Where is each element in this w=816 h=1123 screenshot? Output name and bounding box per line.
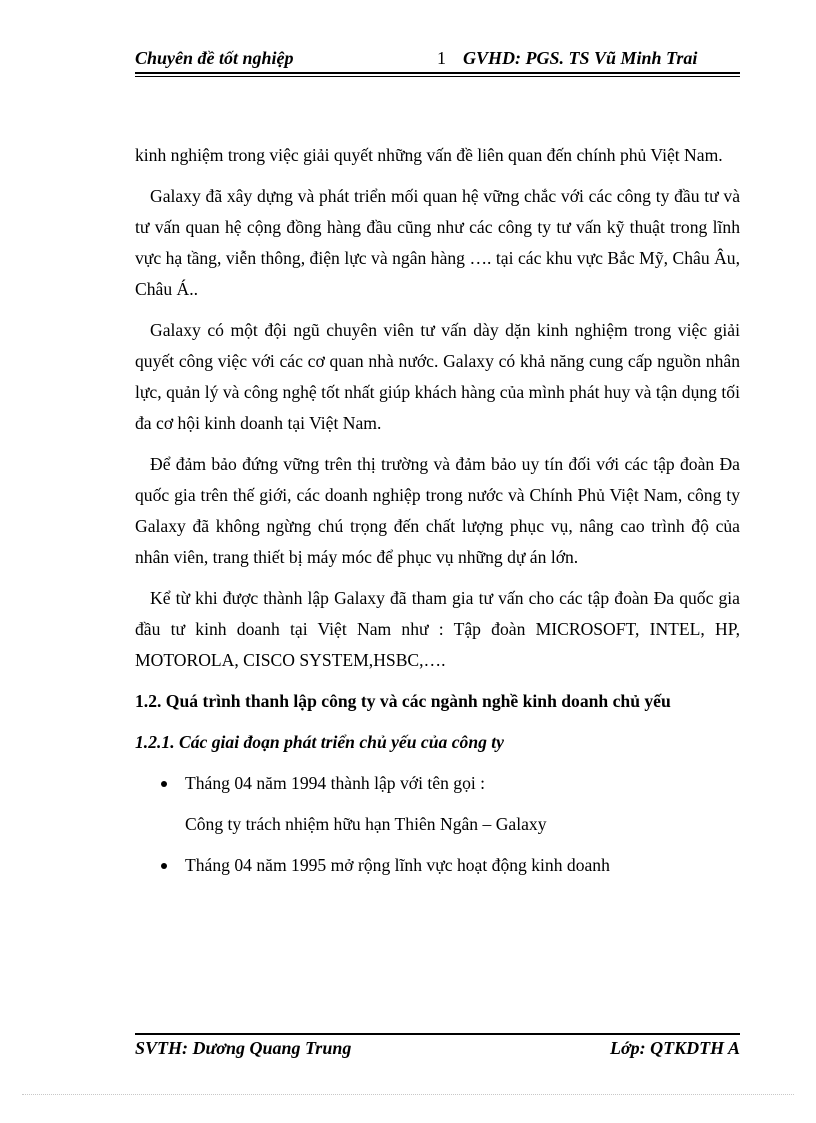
bullet-icon (161, 863, 167, 869)
page-bottom-divider (22, 1094, 794, 1095)
header-rule (135, 72, 740, 74)
subsection-heading: 1.2.1. Các giai đoạn phát triển chủ yếu của công ty (135, 732, 504, 752)
header-thesis-title: Chuyên đề tốt nghiệp (135, 48, 294, 68)
section-heading: 1.2. Quá trình thanh lập công ty và các ngành nghề kinh doanh chủ yếu (135, 691, 671, 711)
list-item-text: Tháng 04 năm 1994 thành lập với tên gọi : (185, 773, 486, 793)
footer-class: Lớp: QTKDTH A (610, 1038, 740, 1058)
paragraph: kinh nghiệm trong việc giải quyết những vấn đề liên quan đến chính phủ Việt Nam. (135, 145, 723, 165)
paragraph: Để đảm bảo đứng vững trên thị trường và đảm bảo uy tín đối với các tập đoàn Đa quốc gia trên thế giới, các doanh nghiệp trong nước và Chính Phủ Việt Nam, công ty Galaxy đã không ngừng chú trọng đến chất lượng phục vụ, nâng cao trình độ của nhân viên, trang thiết bị máy móc để phục vụ những dự án lớn. (135, 454, 740, 567)
document-body (135, 140, 740, 891)
page-footer (135, 1038, 740, 1062)
paragraph: Galaxy đã xây dựng và phát triển mối quan hệ vững chắc với các công ty đầu tư và tư vấn quan hệ cộng đồng hàng đầu cũng như các công ty tư vấn kỹ thuật trong lĩnh vực hạ tầng, viễn thông, điện lực và ngân hàng …. tại các khu vực Bắc Mỹ, Châu Âu, Châu Á.. (135, 186, 740, 299)
company-name-line: Công ty trách nhiệm hữu hạn Thiên Ngân – Galaxy (185, 814, 547, 834)
paragraph: Kể từ khi được thành lập Galaxy đã tham gia tư vấn cho các tập đoàn Đa quốc gia đầu tư kinh doanh tại Việt Nam như : Tập đoàn MICROSOFT, INTEL, HP, MOTOROLA, CISCO SYSTEM,HSBC,…. (135, 588, 740, 670)
list-item (135, 768, 740, 799)
bullet-icon (161, 781, 167, 787)
page-header (135, 48, 740, 74)
header-rule-secondary (135, 76, 740, 77)
paragraph: Galaxy có một đội ngũ chuyên viên tư vấn dày dặn kinh nghiệm trong việc giải quyết công việc với các cơ quan nhà nước. Galaxy có khả năng cung cấp nguồn nhân lực, quản lý và công nghệ tốt nhất giúp khách hàng của mình phát huy và tận dụng tối đa cơ hội kinh doanh tại Việt Nam. (135, 320, 740, 433)
footer-rule (135, 1033, 740, 1035)
footer-student: SVTH: Dương Quang Trung (135, 1038, 352, 1058)
list-item-text: Tháng 04 năm 1995 mở rộng lĩnh vực hoạt động kinh doanh (185, 855, 610, 875)
header-page-number: 1 (437, 48, 446, 68)
header-advisor: GVHD: PGS. TS Vũ Minh Trai (463, 48, 698, 68)
list-item (135, 850, 740, 881)
